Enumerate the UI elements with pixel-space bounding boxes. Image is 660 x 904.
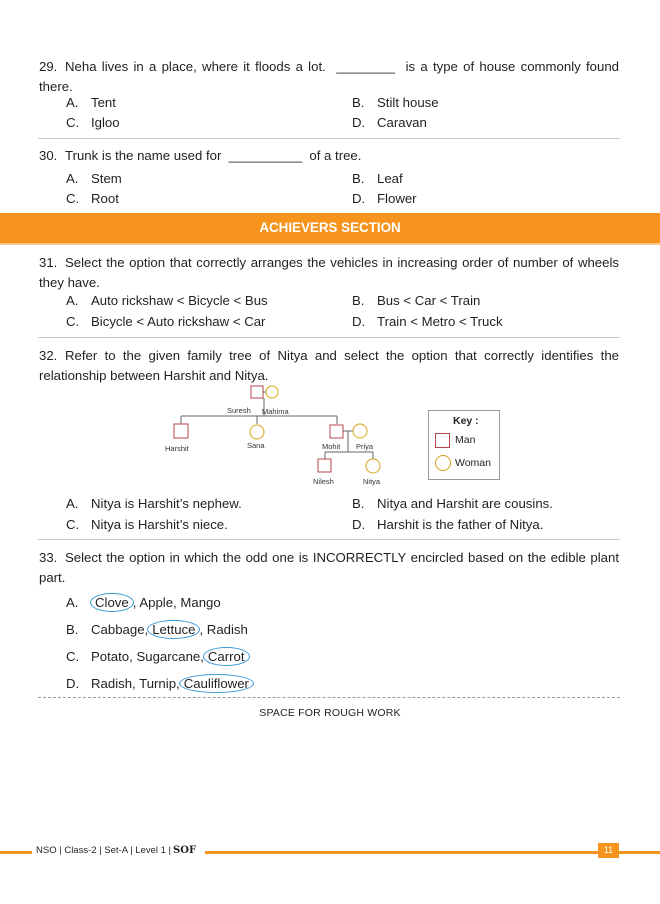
rough-work-divider — [38, 697, 620, 698]
q32-option-c[interactable]: C. Nitya is Harshit’s niece. — [66, 517, 228, 532]
q29-option-d[interactable]: D. Caravan — [352, 115, 427, 130]
key-title: Key : — [453, 415, 479, 427]
q29-option-a[interactable]: A. Tent — [66, 95, 116, 110]
separator — [38, 539, 620, 540]
q31-option-a[interactable]: A. Auto rickshaw < Bicycle < Bus — [66, 293, 268, 308]
q33-option-a[interactable]: A. Clove , Apple, Mango — [66, 595, 221, 610]
sof-logo: SOF — [173, 845, 197, 856]
question-31-text: 31. Select the option that correctly arranges the vehicles in increasing order of number of wheels they have. — [39, 255, 619, 290]
sana-woman-icon — [250, 425, 264, 439]
harshit-man-icon — [174, 424, 188, 438]
suresh-man-icon — [251, 386, 263, 398]
achievers-section-banner: ACHIEVERS SECTION — [0, 213, 660, 245]
separator — [38, 337, 620, 338]
question-30-text: 30. Trunk is the name used for __________ of a tree. — [39, 148, 362, 163]
nitya-woman-icon — [366, 459, 380, 473]
tree-label-harshit: Harshit — [165, 444, 189, 453]
q30-option-b[interactable]: B. Leaf — [352, 171, 403, 186]
q31-option-d[interactable]: D. Train < Metro < Truck — [352, 314, 503, 329]
encircled-word: Cauliflower — [179, 674, 254, 693]
tree-label-nitya: Nitya — [363, 477, 381, 486]
q31-option-c[interactable]: C. Bicycle < Auto rickshaw < Car — [66, 314, 266, 329]
q30-option-a[interactable]: A. Stem — [66, 171, 122, 186]
priya-woman-icon — [353, 424, 367, 438]
tree-label-sana: Sana — [247, 441, 265, 450]
tree-label-mahima: Mahima — [262, 407, 289, 416]
mahima-woman-icon — [266, 386, 278, 398]
encircled-word: Clove — [90, 593, 134, 612]
legend-key-box — [428, 410, 500, 480]
q30-option-d[interactable]: D. Flower — [352, 191, 417, 206]
rough-work-label: SPACE FOR ROUGH WORK — [259, 707, 401, 719]
family-tree-diagram — [0, 380, 660, 490]
q30-option-c[interactable]: C. Root — [66, 191, 119, 206]
q29-option-b[interactable]: B. Stilt house — [352, 95, 439, 110]
separator — [38, 138, 620, 139]
key-man-label: Man — [455, 434, 476, 446]
key-woman-label: Woman — [455, 457, 491, 469]
footer-line-right — [205, 851, 598, 854]
question-32-text: 32. Refer to the given family tree of Nitya and select the option that correctly identifies the relationship between Harshit and Nitya. — [39, 348, 619, 383]
q29-option-c[interactable]: C. Igloo — [66, 115, 120, 130]
q32-option-b[interactable]: B. Nitya and Harshit are cousins. — [352, 496, 553, 511]
q33-option-c[interactable]: C. Potato, Sugarcane, Carrot — [66, 649, 249, 664]
footer-line-end — [619, 851, 660, 854]
woman-circle-icon — [435, 455, 451, 471]
question-33-text: 33. Select the option in which the odd one is INCORRECTLY encircled based on the edible plant part. — [39, 550, 619, 585]
tree-label-mohit: Mohit — [322, 442, 341, 451]
q32-option-d[interactable]: D. Harshit is the father of Nitya. — [352, 517, 544, 532]
tree-label-priya: Priya — [356, 442, 374, 451]
footer-line-left — [0, 851, 32, 854]
tree-label-nilesh: Nilesh — [313, 477, 334, 486]
page-number: 11 — [598, 843, 619, 858]
q31-option-b[interactable]: B. Bus < Car < Train — [352, 293, 481, 308]
nilesh-man-icon — [318, 459, 331, 472]
q33-option-b[interactable]: B. Cabbage, Lettuce , Radish — [66, 622, 248, 637]
mohit-man-icon — [330, 425, 343, 438]
man-square-icon — [435, 433, 450, 448]
question-29-text: 29. Neha lives in a place, where it floods a lot. ________ is a type of house commonly found there. — [39, 59, 619, 94]
footer-text: NSO | Class-2 | Set-A | Level 1 | SOF — [32, 845, 200, 856]
q32-option-a[interactable]: A. Nitya is Harshit’s nephew. — [66, 496, 242, 511]
encircled-word: Lettuce — [147, 620, 200, 639]
q33-option-d[interactable]: D. Radish, Turnip, Cauliflower — [66, 676, 253, 691]
encircled-word: Carrot — [203, 647, 250, 666]
tree-label-suresh: Suresh — [227, 406, 251, 415]
